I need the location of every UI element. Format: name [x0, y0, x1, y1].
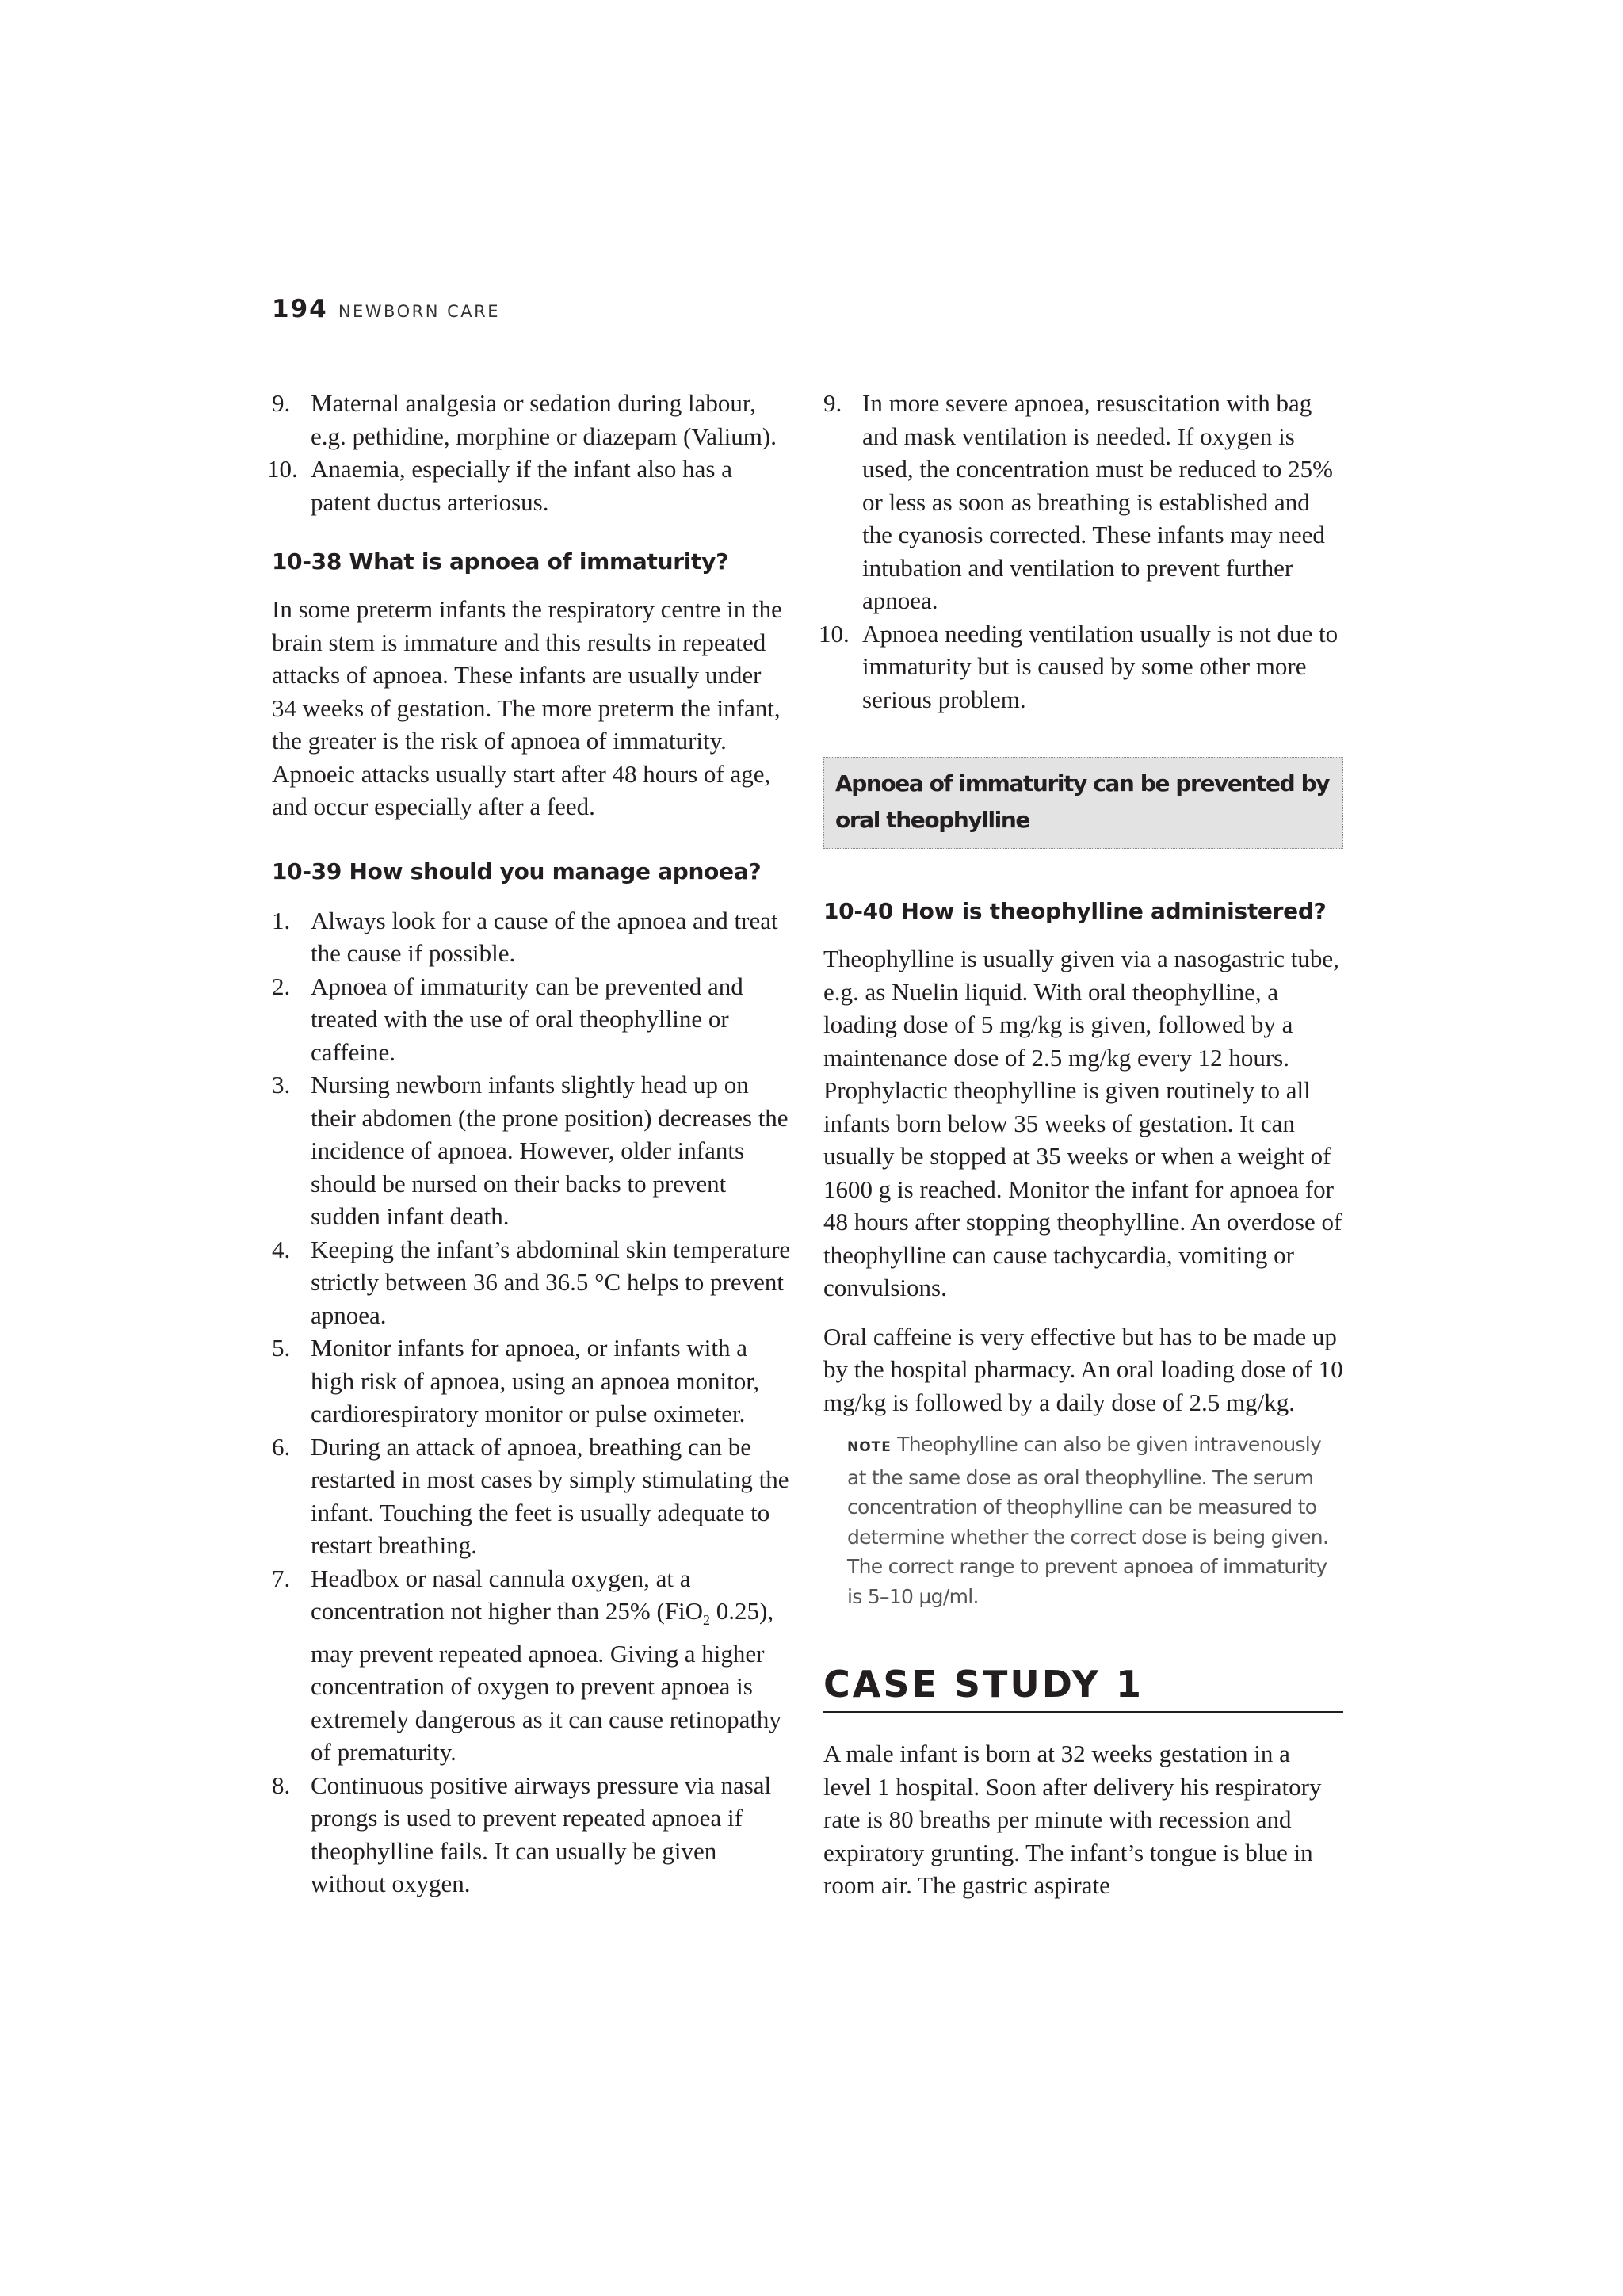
- list-number: 3.: [272, 1071, 291, 1098]
- list-number: 2.: [272, 972, 291, 1000]
- list-number: 10.: [267, 455, 298, 483]
- list-text-part: Headbox or nasal cannula oxygen, at a concentration not higher than 25% (FiO: [311, 1564, 704, 1625]
- list-item: [267, 453, 791, 518]
- subscript: 2: [703, 1612, 711, 1629]
- list-item: [272, 904, 791, 970]
- paragraph: Oral caffeine is very effective but has to be made up by the hospital pharmacy. An oral loading dose of 10 mg/kg is followed by a daily dose of 2.5 mg/kg.: [823, 1322, 1343, 1416]
- left-column: [267, 387, 791, 1901]
- list-item: [272, 1431, 791, 1562]
- list-text: Monitor infants for apnoea, or infants with a high risk of apnoea, using an apnoea monitor, cardiorespiratory monitor or pulse oximeter.: [311, 1334, 760, 1427]
- list-text: Apnoea needing ventilation usually is not due to immaturity but is caused by some other more serious problem.: [862, 619, 1338, 713]
- page-number: 194: [272, 295, 328, 323]
- list-item: [272, 387, 791, 453]
- list-text: During an attack of apnoea, breathing can be restarted in most cases by simply stimulating the infant. Touching the feet is usually adequate to restart breathing.: [311, 1432, 789, 1559]
- list-text: Always look for a cause of the apnoea and treat the cause if possible.: [311, 906, 778, 967]
- running-head: [272, 295, 500, 323]
- list-text: [311, 1564, 781, 1767]
- list-number: 9.: [272, 389, 291, 417]
- list-item: [272, 1331, 791, 1431]
- list-number: 6.: [272, 1432, 291, 1461]
- note: [823, 1430, 1343, 1611]
- list-item: [819, 617, 1343, 716]
- list-text: Keeping the infant’s abdominal skin temperature strictly between 36 and 36.5 °C helps to prevent apnoea.: [311, 1235, 791, 1329]
- list-number: 10.: [819, 619, 850, 648]
- list-number: 8.: [272, 1771, 291, 1799]
- note-label: NOTE: [847, 1439, 892, 1455]
- list-text-part: 0.25), may prevent repeated apnoea. Giving a higher concentration of oxygen to prevent apnoea is extremely dangerous as it can cause retinopathy of prematurity.: [311, 1597, 781, 1767]
- right-column: [819, 387, 1343, 1902]
- question-heading-10-40: 10-40 How is theophylline administered?: [823, 898, 1327, 924]
- list-item: [272, 1068, 791, 1233]
- note-text: Theophylline can also be given intravenously at the same dose as oral theophylline. The serum concentration of theophylline can be measured to determine whether the correct dose is being given. The correct range to prevent apnoea of immaturity is 5–10 µg/ml.: [847, 1433, 1329, 1608]
- list-item: [823, 387, 1343, 617]
- list-text: Anaemia, especially if the infant also has a patent ductus arteriosus.: [311, 455, 732, 516]
- question-heading-10-38: 10-38 What is apnoea of immaturity?: [272, 548, 729, 575]
- list-item: [272, 1562, 791, 1769]
- callout-box: Apnoea of immaturity can be prevented by oral theophylline: [823, 757, 1343, 849]
- list-text: Maternal analgesia or sedation during labour, e.g. pethidine, morphine or diazepam (Valium).: [311, 389, 777, 450]
- list-number: 9.: [823, 389, 842, 417]
- management-list: [272, 904, 791, 1901]
- list-number: 5.: [272, 1334, 291, 1362]
- list-number: 1.: [272, 906, 291, 934]
- list-number: 4.: [272, 1235, 291, 1263]
- list-text: In more severe apnoea, resuscitation with bag and mask ventilation is needed. If oxygen is used, the concentration must be reduced to 25% or less as soon as breathing is established and the cyanosis corrected. These infants may need intubation and ventilation to prevent further apnoea.: [862, 389, 1333, 614]
- list-text: Continuous positive airways pressure via nasal prongs is used to prevent repeated apnoea if theophylline fails. It can usually be given without oxygen.: [311, 1771, 772, 1898]
- paragraph: A male infant is born at 32 weeks gestation in a level 1 hospital. Soon after delivery his respiratory rate is 80 breaths per minute with recession and expiratory grunting. The infant’s tongue is blue in room air. The gastric aspirate: [823, 1740, 1322, 1899]
- list-item: [272, 970, 791, 1069]
- paragraph: In some preterm infants the respiratory centre in the brain stem is immature and this results in repeated attacks of apnoea. These infants are usually under 34 weeks of gestation. The more preterm the infant, the greater is the risk of apnoea of immaturity. Apnoeic attacks usually start after 48 hours of age, and occur especially after a feed.: [272, 595, 782, 820]
- list-text: Nursing newborn infants slightly head up on their abdomen (the prone position) decreases the incidence of apnoea. However, older infants should be nursed on their backs to prevent sudden infant death.: [311, 1071, 789, 1230]
- list-item: [272, 1769, 791, 1901]
- paragraph: Theophylline is usually given via a nasogastric tube, e.g. as Nuelin liquid. With oral theophylline, a loading dose of 5 mg/kg is given, followed by a maintenance dose of 2.5 mg/kg every 12 hours. Prophylactic theophylline is given routinely to all infants born below 35 weeks of gestation. It can usually be stopped at 35 weeks or when a weight of 1600 g is reached. Monitor the infant for apnoea for 48 hours after stopping theophylline. An overdose of theophylline can cause tachycardia, vomiting or convulsions.: [823, 945, 1342, 1301]
- question-heading-10-39: 10-39 How should you manage apnoea?: [272, 858, 762, 884]
- case-study-heading: CASE STUDY 1: [823, 1662, 1343, 1713]
- list-number: 7.: [272, 1564, 291, 1592]
- section-title: NEWBORN CARE: [338, 302, 500, 321]
- list-item: [272, 1233, 791, 1332]
- list-text: Apnoea of immaturity can be prevented and treated with the use of oral theophylline or caffeine.: [311, 972, 743, 1066]
